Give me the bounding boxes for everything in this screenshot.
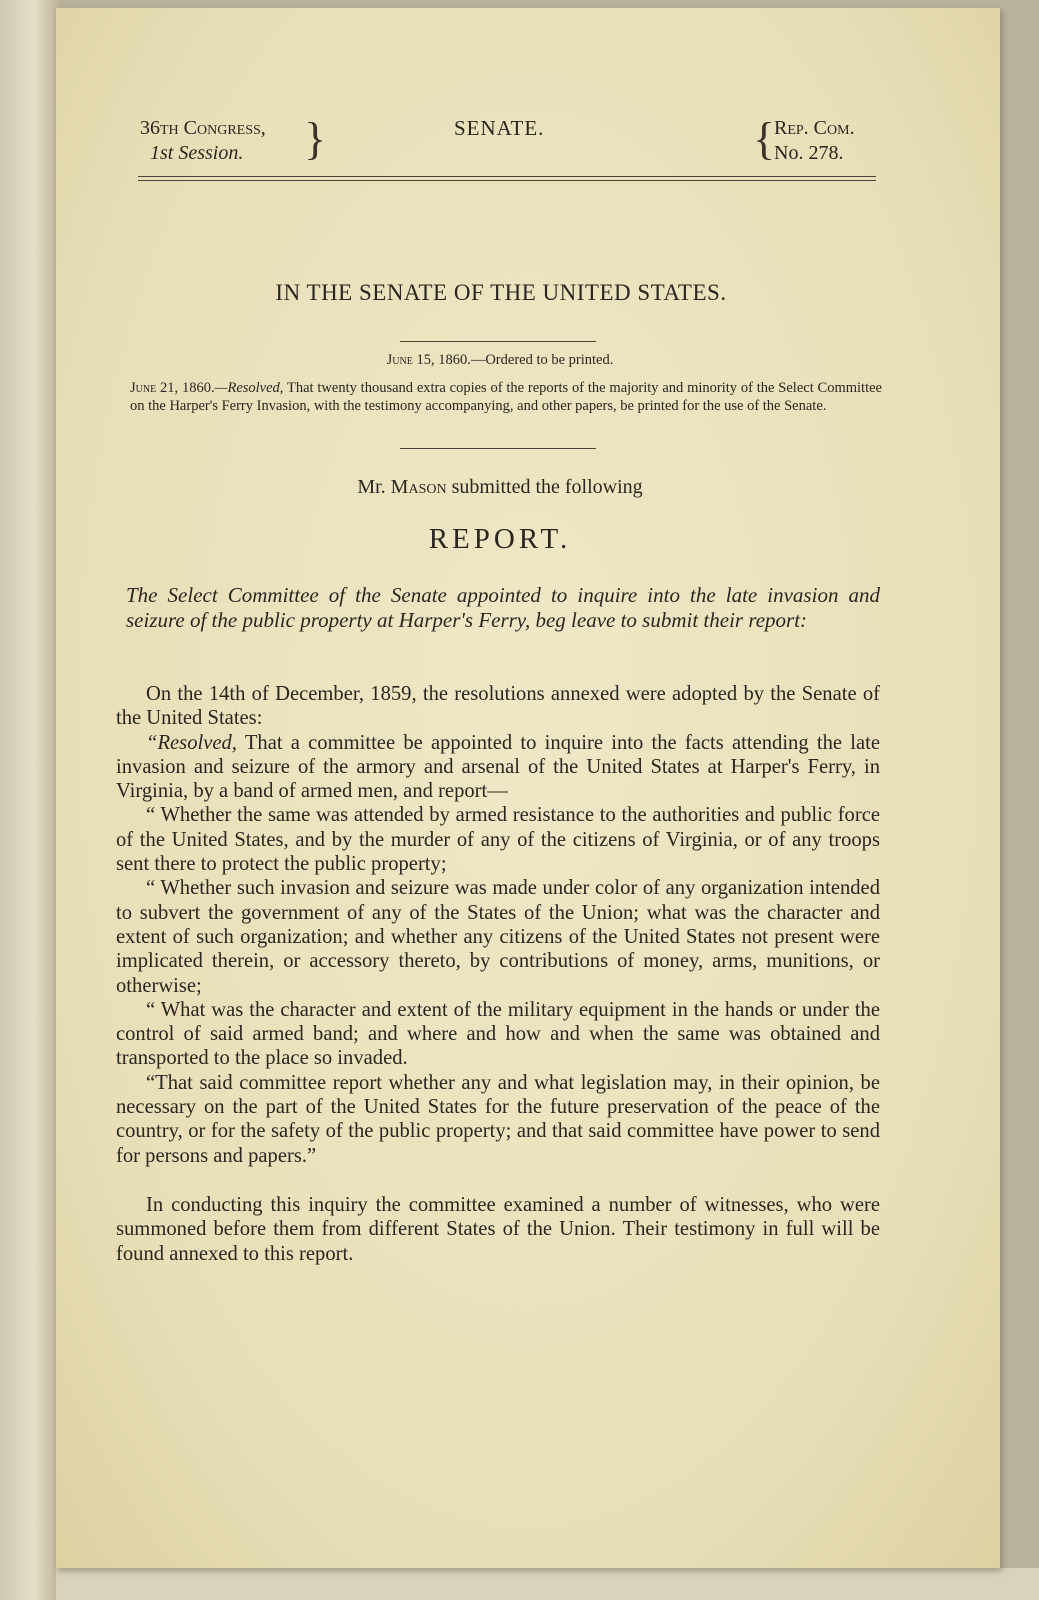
report-body [116,682,880,1266]
binding-fold [0,0,62,1600]
paragraph-resolutions-adopted: On the 14th of December, 1859, the resolutions annexed were adopted by the Senate of the United States: [116,683,880,730]
print-order-2 [130,379,882,415]
short-divider-bottom [400,448,596,449]
short-divider-top [400,341,596,342]
header-congress-session [140,116,266,166]
header-report-number [774,116,855,166]
paragraph-resolved [116,731,880,804]
session-label: 1st Session. [150,142,244,164]
paragraph-organization: “ Whether such invasion and seizure was made under color of any organization intended to subvert the government of any of the States of the Union; what was the character and extent of such organization; and whether any citizens of the United States not present were implicated therein, or accessory thereto, by contributions of money, arms, munitions, or otherwise; [116,877,880,997]
order-1-text: —Ordered to be printed. [470,352,614,368]
order-2-date: June 21, 1860. [130,380,215,396]
paragraph-legislation: “That said committee report whether any and what legislation may, in their opinion, be necessary on the part of the United States for the future preservation of the peace of the country, or for the safety of the public property; and that said committee have power to send for persons and papers.” [116,1071,880,1167]
submitted-line [56,476,944,499]
senate-title: IN THE SENATE OF THE UNITED STATES. [275,280,727,305]
submitter-name: Mason [390,476,447,498]
print-order-1 [56,352,944,369]
report-number: No. 278. [774,142,844,164]
order-1-date: June 15, 1860. [386,352,471,368]
paragraph-inquiry: In conducting this inquiry the committee examined a number of witnesses, who were summoned before them from different States of the Union. Their testimony in full will be found annexed to this report. [116,1193,880,1265]
right-brace: { [753,113,776,164]
resolved-text: That a committee be appointed to inquire into the facts attending the late invasion and seizure of the armory and arsenal of the United States at Harper's Ferry, in Virginia, by a band of armed men, and report— [116,731,881,803]
submitted-prefix: Mr. [357,476,386,498]
document-page [56,8,1000,1568]
rep-com-label: Rep. Com. [774,117,855,139]
paragraph-military-equipment: “ What was the character and extent of the military equipment in the hands or under the control of said armed band; and where and how and when the same was obtained and transported to the place so invaded. [116,998,880,1070]
congress-label: 36th Congress, [140,117,266,139]
resolved-word: “Resolved, [146,731,237,754]
committee-intro: The Select Committee of the Senate appointed to inquire into the late invasion and seizure of the public property at Harper's Ferry, beg leave to submit their report: [126,583,880,632]
header-rule-bottom [138,180,876,181]
left-brace: } [304,113,327,164]
order-2-resolved: —Resolved, [214,380,284,396]
header-rule-top [138,176,876,177]
chamber-label: SENATE. [454,116,545,140]
background-below-page [56,1568,1039,1600]
order-2-text: That twenty thousand extra copies of the reports of the majority and minority of the Select Committee on the Harper's Ferry Invasion, with the testimony accompanying, and other papers, be printed for the use of the Senate. [130,380,882,414]
submitted-suffix: submitted the following [451,476,643,498]
paragraph-armed-resistance: “ Whether the same was attended by armed resistance to the authorities and public force of the United States, and by the murder of any of the citizens of Virginia, or of any troops sent there to protect the public property; [116,804,880,876]
report-heading: REPORT. [428,523,572,555]
